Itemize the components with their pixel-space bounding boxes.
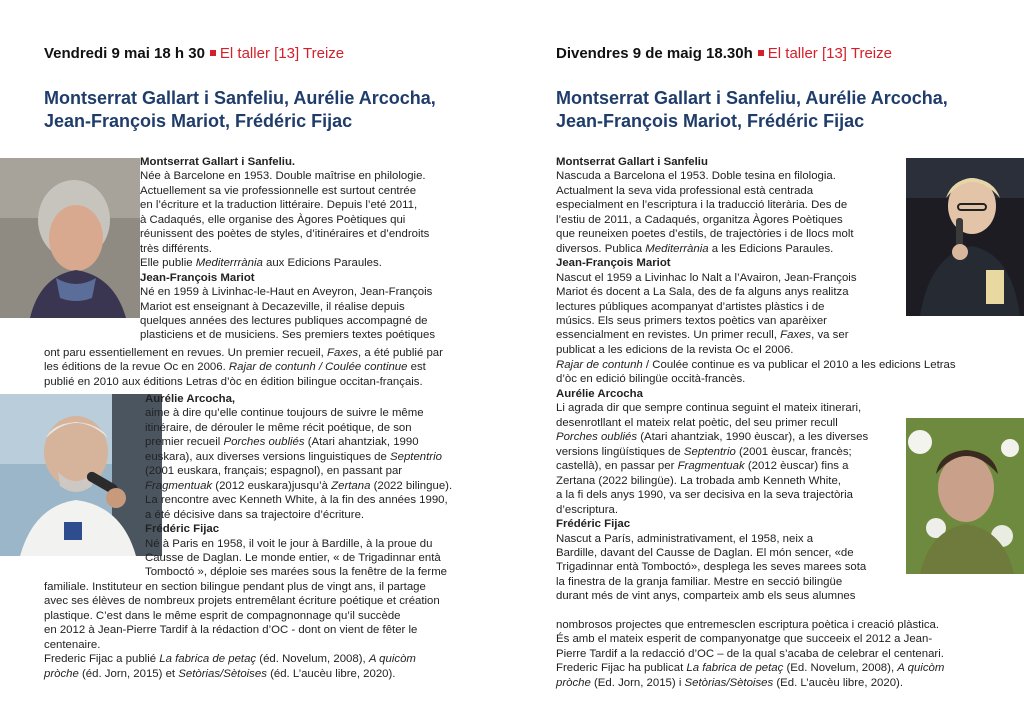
bio-line: familiale. Instituteur en section bilingue pendant plus de vingt ans, il partage — [44, 581, 426, 593]
fijac-photo — [906, 418, 1024, 574]
bio-line: castellà), en passar per Fragmentuak (2012 èuscar) fins a — [556, 460, 849, 473]
bio-line: en l’écriture et la traduction littéraire. Depuis l’eté 2011, — [140, 199, 418, 212]
bio-line: És amb el mateix esperit de companyonatge que succeeix el 2012 a Jean- — [556, 633, 933, 646]
bio-line: euskara), aux diverses versions linguistiques de Septentrio — [145, 450, 442, 463]
bio-line: Né à Paris en 1958, il voit le jour à Bardille, à la proue du — [145, 537, 433, 550]
bio-line: essencialment en revistes. Un primer recull, Faxes, va ser — [556, 329, 849, 342]
bio-line: especialment en l’escriptura i la traducció literària. Des de — [556, 199, 848, 212]
bio-line: Tomboctó », déploie ses marées sous la fenêtre de la ferme — [145, 566, 448, 579]
montserrat-bio — [140, 155, 490, 343]
event-line — [556, 45, 892, 62]
bio-line: publié en 2010 aux éditions Letras d’òc en édition bilingue occitan-français. — [44, 375, 423, 388]
mariot-name: Jean-François Mariot — [140, 271, 255, 284]
bio-line: d’escriptura. — [556, 503, 619, 516]
title-line: Jean-François Mariot, Frédéric Fijac — [44, 111, 353, 131]
bio-line: Porches oubliés (Atari ahantziak, 1990 èuscar), a les diverses — [556, 431, 869, 444]
bio-line: a la fi dels anys 1990, va ser decisiva en la seva trajectòria — [556, 489, 853, 502]
bio-line: Nascut a París, administrativament, el 1958, neix a — [556, 532, 814, 545]
right-page — [556, 0, 986, 726]
bio-line: Nascuda a Barcelona el 1953. Doble tesina en filologia. — [556, 170, 836, 183]
red-square-bullet — [758, 50, 764, 56]
event-venue: El taller [13] Treize — [219, 45, 345, 62]
bio-line: publicat a les edicions de la revista Oc el 2006. — [556, 343, 794, 356]
bio-line: músics. Els seus primers textos poètics van aparèixer — [556, 314, 827, 327]
bio-line: Fragmentuak (2012 euskara)jusqu’à Zertana (2022 bilingue). — [145, 479, 453, 492]
bio-line: Zertana (2022 bilingüe). La trobada amb Kenneth White, — [556, 474, 841, 487]
bio-line: à Cadaqués, elle organise des Àgores Poètiques qui — [140, 213, 406, 226]
bio-line: Elle publie Mediterrrània aux Edicions Paraules. — [140, 257, 382, 270]
bio-line: ont paru essentiellement en revues. Un premier recueil, Faxes, a été publié par — [44, 347, 443, 359]
aurelie-photo — [906, 158, 1024, 316]
aurelie-bio — [145, 392, 485, 580]
title-line: Jean-François Mariot, Frédéric Fijac — [556, 111, 865, 131]
bio-line: itinéraire, de dérouler le même récit poétique, de son — [145, 421, 412, 434]
bio-line: Née à Barcelone en 1953. Double maîtrise en philologie. — [140, 170, 426, 183]
bio-line: en 2012 à Jean-Pierre Tardif à la rédaction d’OC - dont on vient de fêter le — [44, 624, 418, 637]
aurelie-name: Aurélie Arcocha, — [145, 393, 236, 405]
bio-line: pròche (éd. Jorn, 2015) et Setòrias/Sètoises (éd. L’aucèu libre, 2020). — [44, 667, 396, 680]
aurelie-photo — [0, 394, 162, 556]
bio-line: quelques années des lectures publiques accompagné de — [140, 314, 428, 327]
montserrat-photo — [0, 158, 140, 318]
page-title — [44, 87, 436, 133]
bio-line: très différents. — [140, 242, 212, 255]
bio-line: Né en 1959 à Livinhac-le-Haut en Aveyron, Jean-François — [140, 286, 433, 299]
bio-line: Rajar de contunh / Coulée continue es va publicar el 2010 a les edicions Letras — [556, 359, 956, 371]
bio-line: réunissent des poètes de styles, d’itinéraires et d’endroits — [140, 228, 430, 241]
bio-line: diversos. Publica Mediterrània a les Edicions Paraules. — [556, 242, 834, 255]
bio-line: Pierre Tardif a la redacció d’OC – de la qual s’acaba de celebrar el centenari. — [556, 647, 944, 660]
bio-line: nombrosos projectes que entremesclen escriptura poètica i creació plàstica. — [556, 619, 940, 631]
bio-line: la finestra de la granja familiar. Mestre en secció bilingüe — [556, 575, 843, 588]
bio-line: Mariot és docent a La Sala, des de fa alguns anys realitza — [556, 286, 849, 299]
mariot-bio-wide — [44, 346, 474, 389]
bio-line: Actuellement sa vie professionnelle est surtout centrée — [140, 184, 417, 197]
event-line — [44, 45, 344, 62]
montserrat-name: Montserrat Gallart i Sanfeliu — [556, 156, 708, 168]
fijac-bio-wide — [44, 580, 484, 681]
bio-line: que reuneixen poetes d’estils, de trajectòries i de llocs molt — [556, 228, 854, 241]
fijac-name: Frédéric Fijac — [556, 518, 631, 531]
bio-line: Bardille, davant del Causse de Daglan. El món sencer, «de — [556, 546, 854, 559]
bio-line: Causse de Daglan. Le monde entier, « de Trigadinnar entà — [145, 551, 441, 564]
bio-line: La rencontre avec Kenneth White, à la fin des années 1990, — [145, 494, 448, 507]
mariot-name: Jean-François Mariot — [556, 257, 671, 270]
bio-line: (2001 euskara, français; espagnol), en passant par — [145, 465, 403, 478]
bio-line: premier recueil Porches oubliés (Atari ahantziak, 1990 — [145, 436, 419, 449]
event-date: Divendres 9 de maig 18.30h — [556, 45, 753, 62]
bio-line: avec ses élèves de nombreux projets entremêlant écriture poétique et création — [44, 595, 440, 608]
bio-line: Actualment la seva vida professional està centrada — [556, 184, 814, 197]
montserrat-bio — [556, 155, 896, 357]
bio-line: pròche (Ed. Jorn, 2015) i Setòrias/Sètoises (Ed. L’aucèu libre, 2020). — [556, 676, 903, 689]
aurelie-bio — [556, 387, 901, 604]
bio-line: desenrotllant el mateix relat poètic, del seu primer recull — [556, 416, 838, 429]
bio-line: Trigadinnar entà Tomboctó», desplega les seves marees sota — [556, 561, 867, 574]
bio-line: Nascut el 1959 a Livinhac lo Nalt a l’Avairon, Jean-François — [556, 271, 857, 284]
bio-line: les éditions de la revue Oc en 2006. Rajar de contunh / Coulée continue est — [44, 361, 426, 374]
aurelie-name: Aurélie Arcocha — [556, 388, 643, 400]
bio-line: centenaire. — [44, 638, 101, 651]
left-page — [44, 0, 474, 726]
fijac-bio-wide — [556, 618, 996, 690]
red-square-bullet — [210, 50, 216, 56]
bio-line: plasticiens et de musiciens. Ses premiers textes poétiques — [140, 329, 436, 342]
event-date: Vendredi 9 mai 18 h 30 — [44, 45, 205, 62]
title-line: Montserrat Gallart i Sanfeliu, Aurélie Arcocha, — [44, 88, 436, 108]
bio-line: a été décisive dans sa trajectoire d’écriture. — [145, 508, 365, 521]
bio-line: l’estiu de 2011, a Cadaqués, organitza Àgores Poètiques — [556, 213, 843, 226]
bio-line: versions lingüístiques de Septentrio (2001 èuscar, francès; — [556, 445, 852, 458]
event-venue: El taller [13] Treize — [767, 45, 892, 62]
title-line: Montserrat Gallart i Sanfeliu, Aurélie Arcocha, — [556, 88, 948, 108]
page-title — [556, 87, 948, 133]
bio-line: Mariot est enseignant à Decazeville, il réalise depuis — [140, 300, 405, 313]
bio-line: Frederic Fijac ha publicat La fabrica de petaç (Ed. Novelum, 2008), A quicòm — [556, 662, 945, 675]
bio-line: aime à dire qu’elle continue toujours de suivre le même — [145, 407, 424, 420]
bio-line: lectures públiques acompanyat d’artistes plàstics i de — [556, 300, 825, 313]
bio-line: durant més de vint anys, comparteix amb els seus alumnes — [556, 590, 856, 603]
bio-line: d’òc en edició bilingüe occità-francès. — [556, 373, 746, 386]
bio-line: Frederic Fijac a publié La fabrica de petaç (éd. Novelum, 2008), A quicòm — [44, 653, 416, 666]
bio-line: plastique. C’est dans le même esprit de compagnonnage qu’il succède — [44, 609, 401, 622]
mariot-bio-wide — [556, 358, 986, 387]
montserrat-name: Montserrat Gallart i Sanfeliu. — [140, 156, 296, 168]
fijac-name: Frédéric Fijac — [145, 523, 220, 536]
bio-line: Li agrada dir que sempre continua seguint el mateix itinerari, — [556, 402, 862, 415]
